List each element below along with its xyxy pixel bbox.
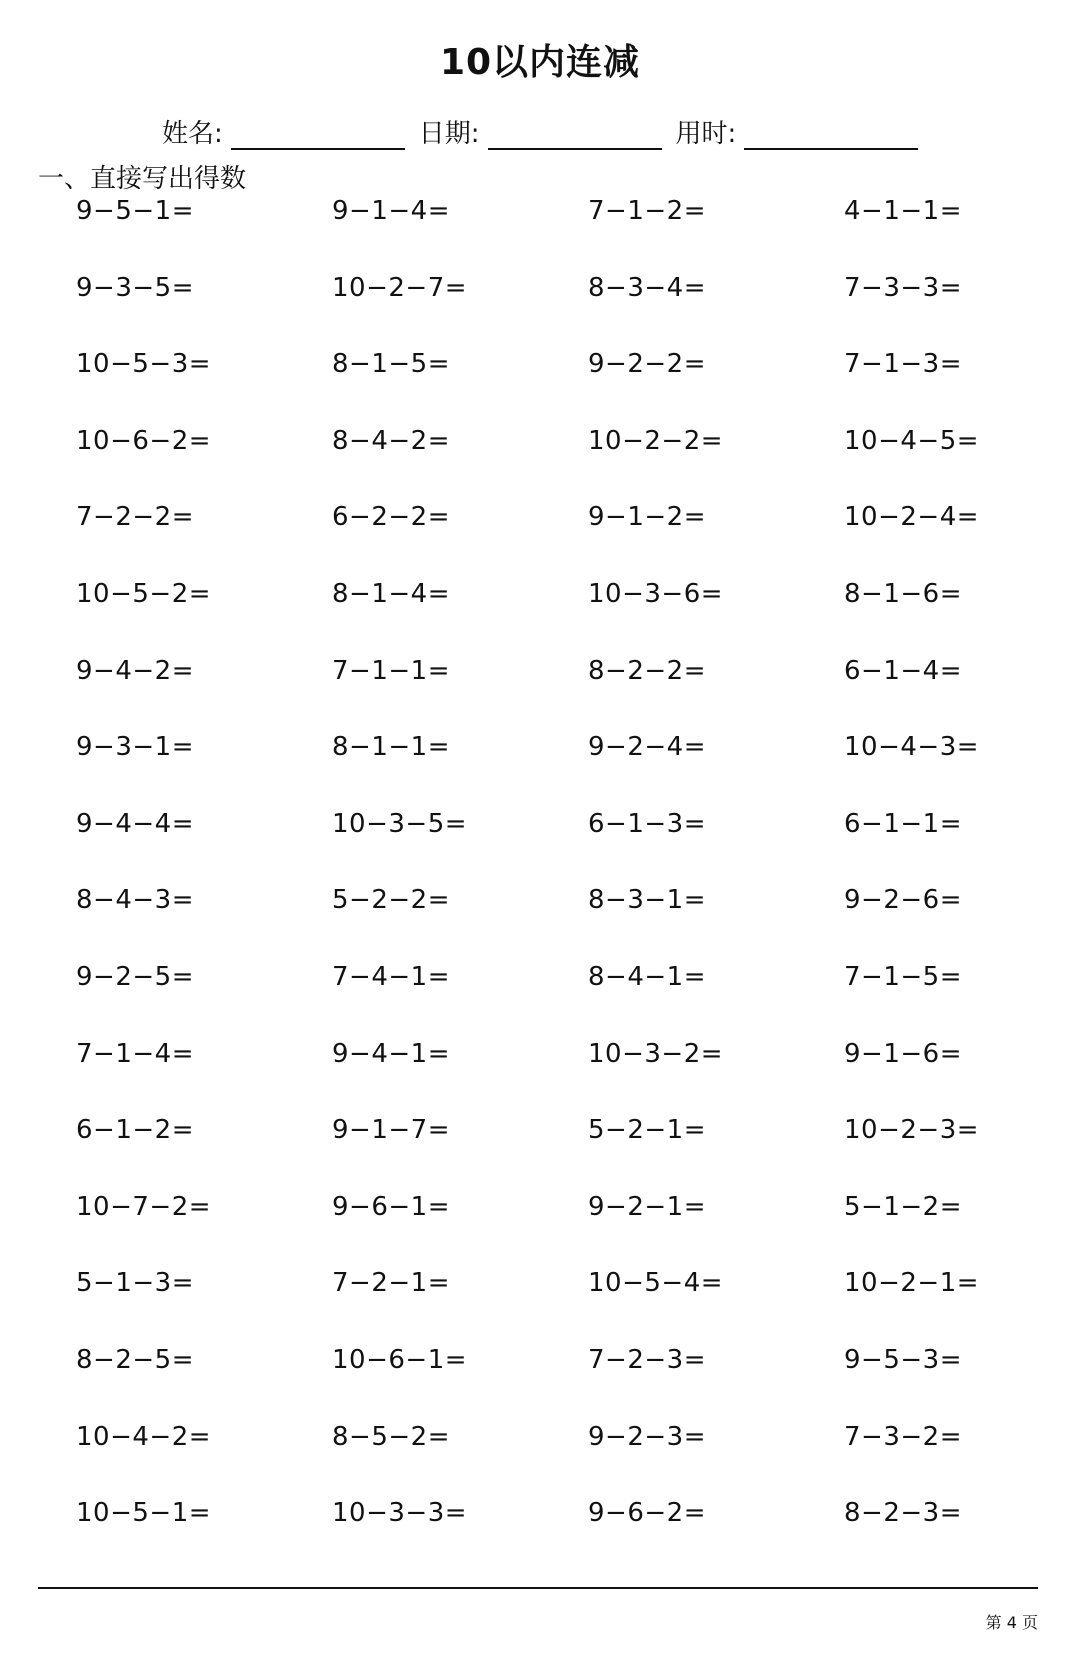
math-problem: 10−3−6= xyxy=(588,578,724,609)
math-problem: 5−1−3= xyxy=(76,1268,194,1299)
math-problem: 10−6−2= xyxy=(76,425,212,456)
math-problem: 6−2−2= xyxy=(332,502,450,533)
math-problem: 7−1−3= xyxy=(844,349,962,380)
math-problem: 8−3−4= xyxy=(588,272,706,303)
footer-divider xyxy=(38,1587,1038,1589)
problem-grid xyxy=(76,196,1076,1575)
math-problem: 7−1−2= xyxy=(588,196,706,226)
math-problem: 9−2−2= xyxy=(588,349,706,380)
math-problem: 8−1−1= xyxy=(332,732,450,763)
math-problem: 10−2−7= xyxy=(332,272,468,303)
math-problem: 7−2−2= xyxy=(76,502,194,533)
math-problem: 10−3−5= xyxy=(332,808,468,839)
math-problem: 4−1−1= xyxy=(844,196,962,226)
math-problem: 9−3−1= xyxy=(76,732,194,763)
name-label: 姓名: xyxy=(162,119,223,149)
math-problem: 6−1−2= xyxy=(76,1115,194,1146)
math-problem: 10−2−2= xyxy=(588,425,724,456)
math-problem: 10−6−1= xyxy=(332,1344,468,1375)
math-problem: 7−4−1= xyxy=(332,961,450,992)
math-problem: 10−5−2= xyxy=(76,578,212,609)
math-problem: 8−3−1= xyxy=(588,885,706,916)
math-problem: 8−4−2= xyxy=(332,425,450,456)
math-problem: 5−1−2= xyxy=(844,1191,962,1222)
math-problem: 8−5−2= xyxy=(332,1421,450,1452)
math-problem: 9−6−1= xyxy=(332,1191,450,1222)
math-problem: 10−3−3= xyxy=(332,1498,468,1529)
math-problem: 9−1−4= xyxy=(332,196,450,226)
math-problem: 10−2−1= xyxy=(844,1268,980,1299)
page-title: 10以内连减 xyxy=(439,42,641,83)
math-problem: 10−4−2= xyxy=(76,1421,212,1452)
math-problem: 10−5−4= xyxy=(588,1268,724,1299)
name-blank xyxy=(231,120,405,150)
math-problem: 9−3−5= xyxy=(76,272,194,303)
math-problem: 10−5−1= xyxy=(76,1498,212,1529)
math-problem: 8−2−5= xyxy=(76,1344,194,1375)
math-problem: 9−4−4= xyxy=(76,808,194,839)
math-problem: 9−2−4= xyxy=(588,732,706,763)
math-problem: 10−7−2= xyxy=(76,1191,212,1222)
math-problem: 7−2−1= xyxy=(332,1268,450,1299)
math-problem: 10−3−2= xyxy=(588,1038,724,1069)
math-problem: 9−4−1= xyxy=(332,1038,450,1069)
date-label: 日期: xyxy=(418,119,480,149)
math-problem: 10−5−3= xyxy=(76,349,212,380)
math-problem: 9−5−3= xyxy=(844,1344,962,1375)
math-problem: 9−2−6= xyxy=(844,885,962,916)
math-problem: 7−1−5= xyxy=(844,961,962,992)
math-problem: 9−2−3= xyxy=(588,1421,706,1452)
math-problem: 8−2−2= xyxy=(588,655,706,686)
math-problem: 10−2−4= xyxy=(844,502,980,533)
math-problem: 9−2−5= xyxy=(76,961,194,992)
math-problem: 7−3−2= xyxy=(844,1421,962,1452)
math-problem: 9−1−2= xyxy=(588,502,706,533)
math-problem: 9−2−1= xyxy=(588,1191,706,1222)
math-problem: 8−4−1= xyxy=(588,961,706,992)
math-problem: 5−2−1= xyxy=(588,1115,706,1146)
math-problem: 7−2−3= xyxy=(588,1344,706,1375)
math-problem: 9−5−1= xyxy=(76,196,194,226)
math-problem: 6−1−3= xyxy=(588,808,706,839)
section-title: 一、直接写出得数 xyxy=(38,164,247,194)
math-problem: 6−1−4= xyxy=(844,655,962,686)
math-problem: 8−4−3= xyxy=(76,885,194,916)
math-problem: 9−4−2= xyxy=(76,655,194,686)
math-problem: 6−1−1= xyxy=(844,808,962,839)
math-problem: 9−6−2= xyxy=(588,1498,706,1529)
student-info-row xyxy=(162,114,932,150)
math-problem: 7−1−1= xyxy=(332,655,450,686)
date-blank xyxy=(488,120,662,150)
math-problem: 10−4−5= xyxy=(844,425,980,456)
time-label: 用时: xyxy=(675,119,737,149)
math-problem: 10−4−3= xyxy=(844,732,980,763)
math-problem: 8−2−3= xyxy=(844,1498,962,1529)
math-problem: 7−3−3= xyxy=(844,272,962,303)
math-problem: 8−1−4= xyxy=(332,578,450,609)
math-problem: 9−1−7= xyxy=(332,1115,450,1146)
math-problem: 8−1−5= xyxy=(332,349,450,380)
math-problem: 8−1−6= xyxy=(844,578,962,609)
math-problem: 9−1−6= xyxy=(844,1038,962,1069)
math-problem: 5−2−2= xyxy=(332,885,450,916)
time-blank xyxy=(744,120,918,150)
math-problem: 10−2−3= xyxy=(844,1115,980,1146)
page-number: 第 4 页 xyxy=(985,1613,1038,1632)
math-problem: 7−1−4= xyxy=(76,1038,194,1069)
